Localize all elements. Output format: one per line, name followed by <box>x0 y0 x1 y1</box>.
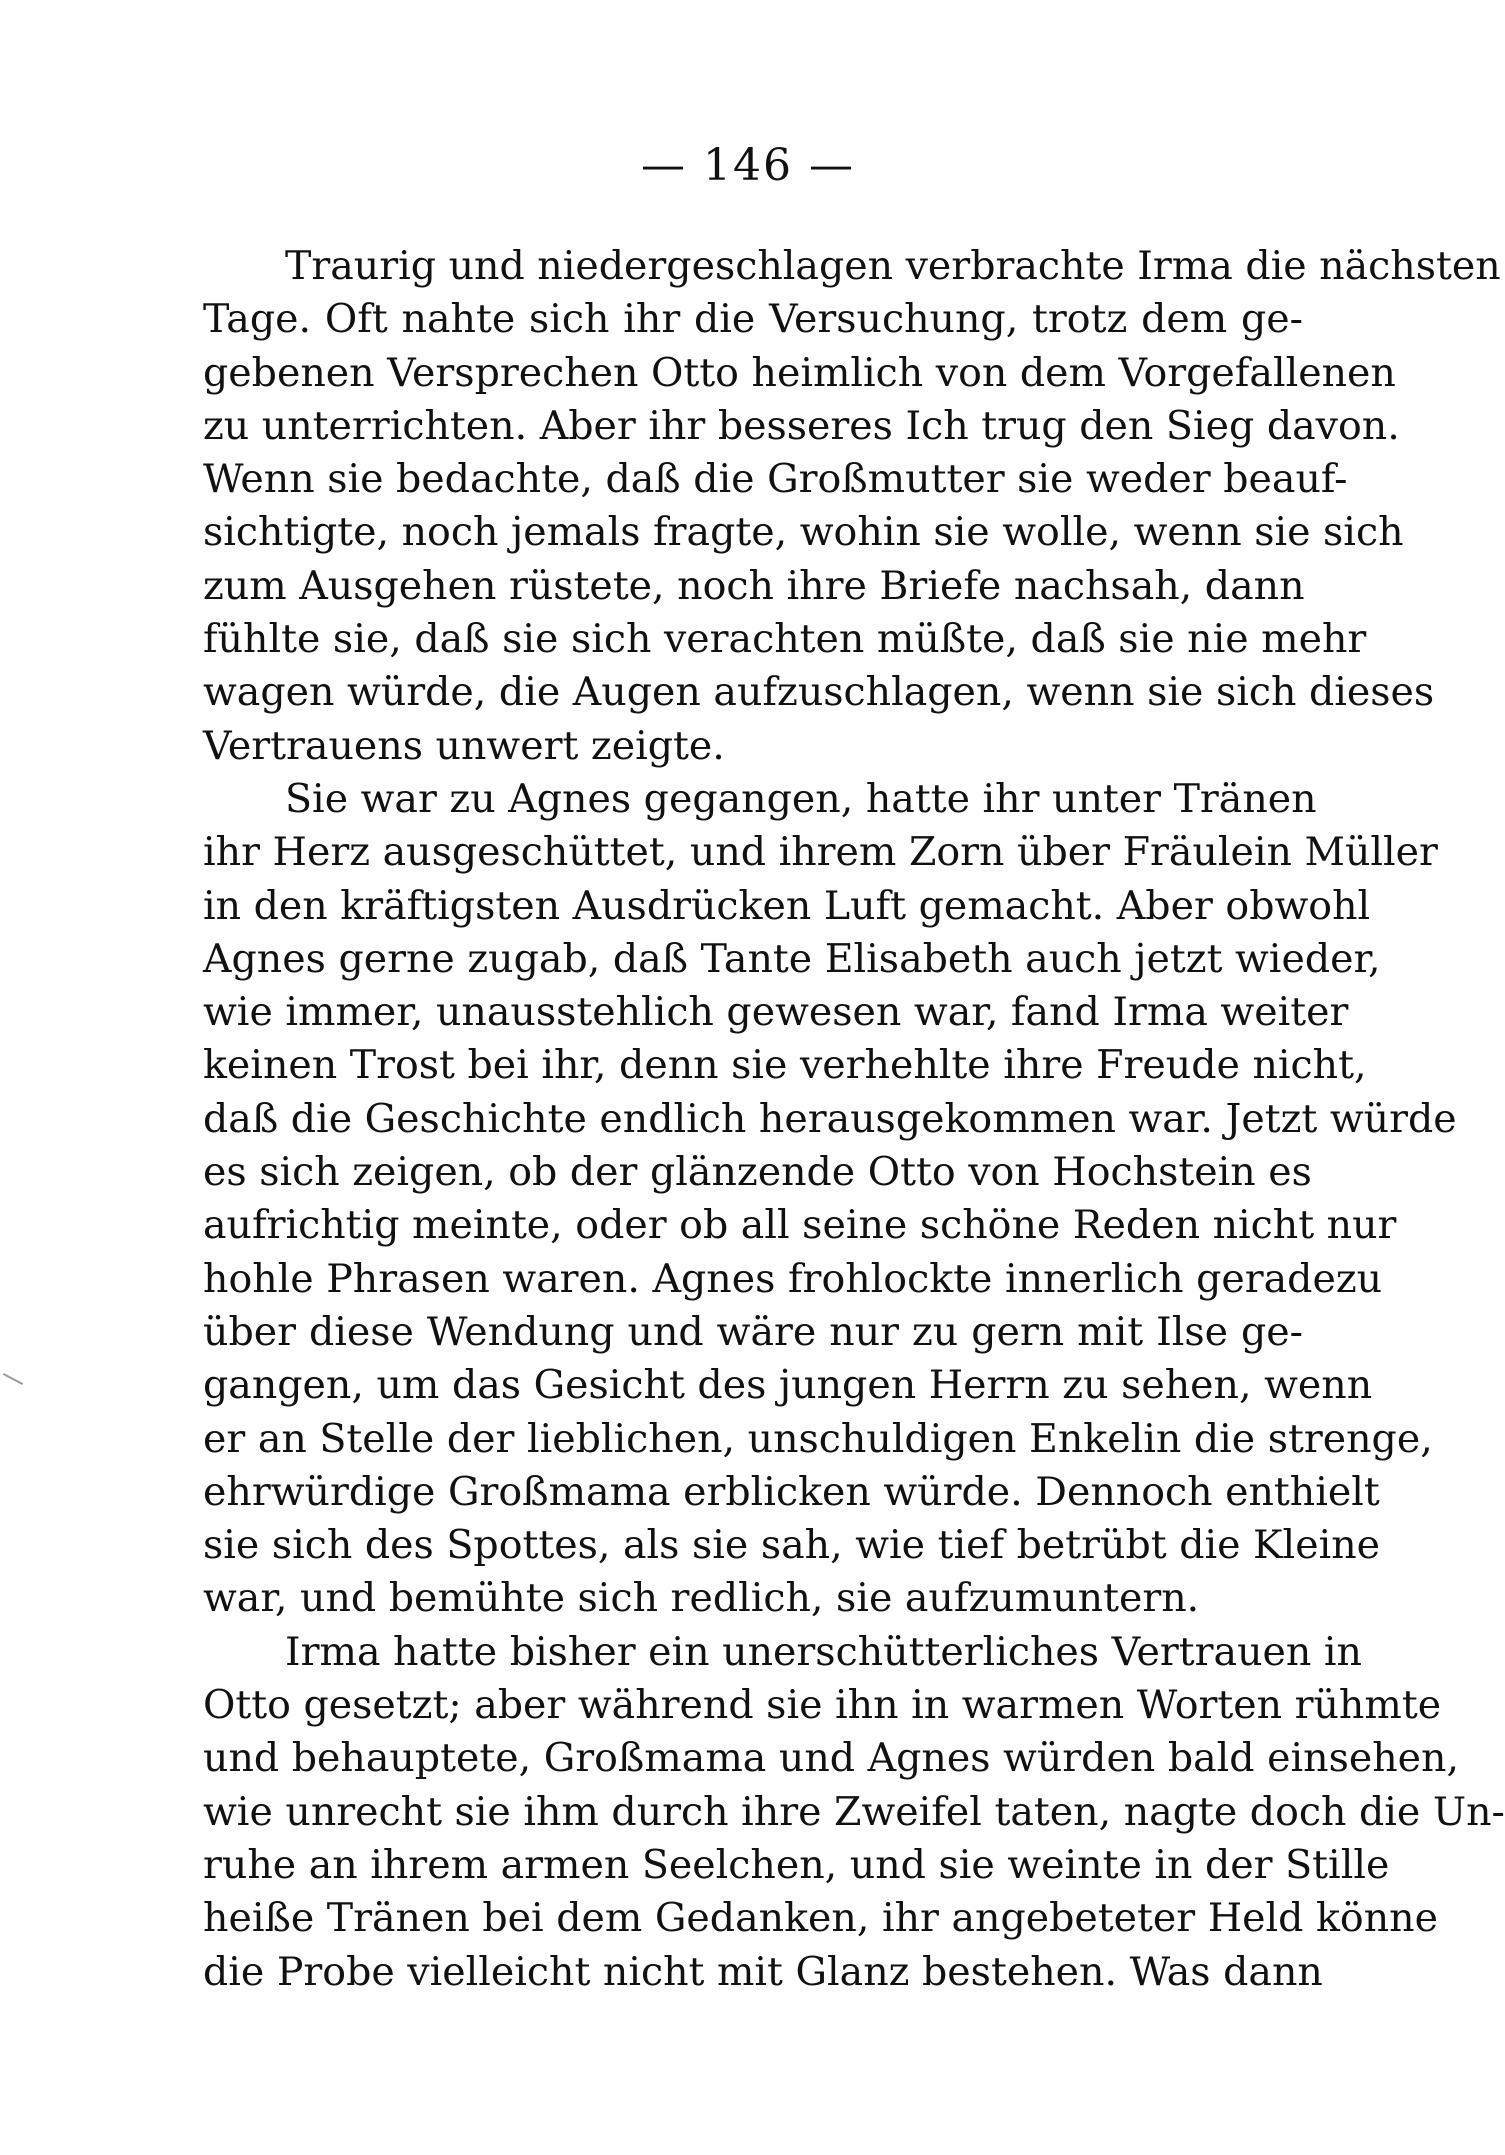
text-line: ruhe an ihrem armen Seelchen, und sie weinte in der Stille <box>203 1841 1390 1888</box>
text-line: Wenn sie bedachte, daß die Großmutter sie weder beauf- <box>203 456 1348 503</box>
paragraph-3 <box>203 1626 1505 1999</box>
text-line: aufrichtig meinte, oder ob all seine schöne Reden nicht nur <box>203 1202 1397 1249</box>
text-line: wie unrecht sie ihm durch ihre Zweifel taten, nagte doch die Un- <box>203 1788 1505 1835</box>
text-line: fühlte sie, daß sie sich verachten müßte, daß sie nie mehr <box>203 616 1367 663</box>
text-line: es sich zeigen, ob der glänzende Otto von Hochstein es <box>203 1149 1312 1196</box>
text-line: die Probe vielleicht nicht mit Glanz bestehen. Was dann <box>203 1948 1323 1995</box>
body-text <box>203 240 1505 1999</box>
text-line: heiße Tränen bei dem Gedanken, ihr angebeteter Held könne <box>203 1895 1438 1942</box>
text-line: gangen, um das Gesicht des jungen Herrn zu sehen, wenn <box>203 1362 1373 1409</box>
text-line: in den kräftigsten Ausdrücken Luft gemacht. Aber obwohl <box>203 882 1371 929</box>
text-line: Sie war zu Agnes gegangen, hatte ihr unter Tränen <box>285 775 1317 822</box>
text-line: sie sich des Spottes, als sie sah, wie tief betrübt die Kleine <box>203 1522 1381 1569</box>
text-line: über diese Wendung und wäre nur zu gern mit Ilse ge- <box>203 1308 1303 1355</box>
text-line: zum Ausgehen rüstete, noch ihre Briefe nachsah, dann <box>203 562 1305 609</box>
text-line: war, und bemühte sich redlich, sie aufzumuntern. <box>203 1575 1200 1622</box>
text-line: sichtigte, noch jemals fragte, wohin sie wolle, wenn sie sich <box>203 509 1404 556</box>
text-line: zu unterrichten. Aber ihr besseres Ich trug den Sieg davon. <box>203 402 1400 449</box>
text-line: wagen würde, die Augen aufzuschlagen, wenn sie sich dieses <box>203 669 1435 716</box>
text-line: gebenen Versprechen Otto heimlich von dem Vorgefallenen <box>203 349 1396 396</box>
text-line: Irma hatte bisher ein unerschütterliches Vertrauen in <box>285 1628 1362 1675</box>
text-line: Otto gesetzt; aber während sie ihn in warmen Worten rühmte <box>203 1682 1442 1729</box>
text-line: Agnes gerne zugab, daß Tante Elisabeth auch jetzt wieder, <box>203 935 1381 982</box>
page-number: — 146 — <box>641 140 855 191</box>
paragraph-2 <box>203 773 1457 1626</box>
text-line: keinen Trost bei ihr, denn sie verhehlte ihre Freude nicht, <box>203 1042 1367 1089</box>
text-line: Traurig und niedergeschlagen verbrachte Irma die nächsten <box>285 243 1501 289</box>
text-line: Tage. Oft nahte sich ihr die Versuchung, trotz dem ge- <box>203 296 1303 343</box>
text-line: daß die Geschichte endlich herausgekommen war. Jetzt würde <box>203 1095 1457 1142</box>
text-line: wie immer, unausstehlich gewesen war, fand Irma weiter <box>203 989 1349 1036</box>
text-line: hohle Phrasen waren. Agnes frohlockte innerlich geradezu <box>203 1255 1383 1302</box>
text-line: er an Stelle der lieblichen, unschuldigen Enkelin die strenge, <box>203 1415 1433 1462</box>
text-line: ehrwürdige Großmama erblicken würde. Dennoch enthielt <box>203 1468 1380 1515</box>
paragraph-1 <box>203 240 1501 773</box>
text-line: und behauptete, Großmama und Agnes würden bald einsehen, <box>203 1735 1460 1782</box>
text-line: ihr Herz ausgeschüttet, und ihrem Zorn über Fräulein Müller <box>203 829 1438 876</box>
margin-mark <box>3 1373 23 1385</box>
text-line: Vertrauens unwert zeigte. <box>203 722 725 769</box>
